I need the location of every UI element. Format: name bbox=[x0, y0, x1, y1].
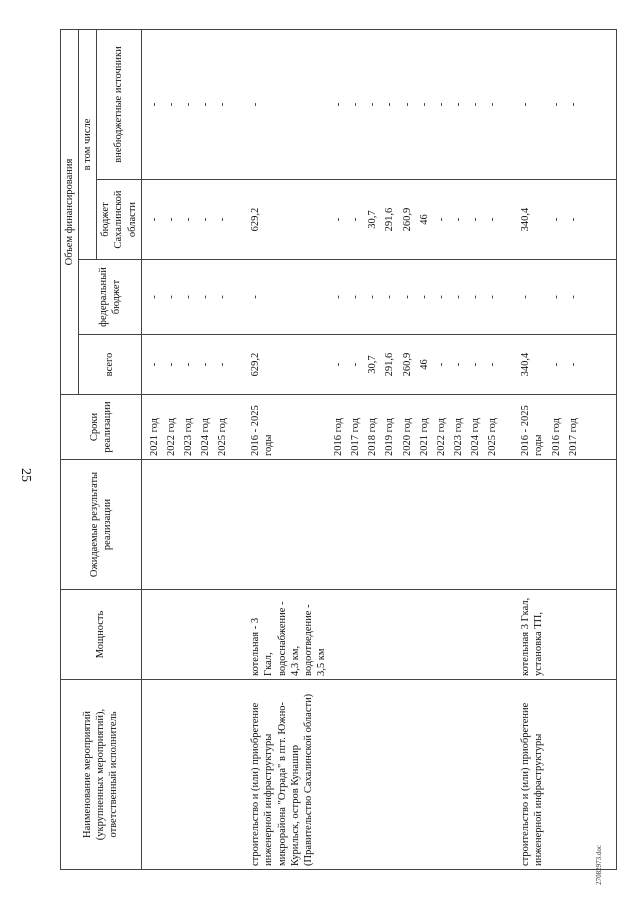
cell-term: 2016 - 2025 годы bbox=[247, 395, 330, 460]
header-including: в том числе bbox=[79, 29, 97, 259]
cell-total: 340,4 bbox=[517, 335, 547, 395]
cell-total: - bbox=[450, 335, 467, 395]
cell-extra bbox=[501, 29, 517, 179]
table-row bbox=[517, 29, 547, 869]
cell-name bbox=[214, 680, 231, 870]
cell-regional: 30,7 bbox=[364, 180, 381, 260]
cell-name bbox=[548, 680, 565, 870]
cell-extra: - bbox=[433, 29, 450, 179]
header-extra: внебюджетные источники bbox=[97, 29, 141, 179]
table-row bbox=[565, 29, 582, 869]
cell-extra: - bbox=[197, 29, 214, 179]
cell-regional bbox=[231, 180, 247, 260]
cell-extra: - bbox=[163, 29, 180, 179]
cell-federal: - bbox=[484, 260, 501, 335]
cell-term: 2021 год bbox=[141, 395, 163, 460]
cell-term bbox=[231, 395, 247, 460]
cell-extra: - bbox=[381, 29, 398, 179]
cell-total: - bbox=[484, 335, 501, 395]
cell-regional: - bbox=[330, 180, 347, 260]
cell-power bbox=[548, 590, 565, 680]
table-row bbox=[330, 29, 347, 869]
table-row bbox=[548, 29, 565, 869]
cell-results bbox=[163, 460, 180, 590]
table-row bbox=[247, 29, 330, 869]
cell-term: 2022 год bbox=[433, 395, 450, 460]
cell-extra: - bbox=[247, 29, 330, 179]
cell-federal bbox=[231, 260, 247, 335]
header-regional: бюджет Сахалинской области bbox=[97, 180, 141, 260]
table-row bbox=[180, 29, 197, 869]
table-row bbox=[484, 29, 501, 869]
cell-federal bbox=[582, 260, 617, 335]
cell-results bbox=[180, 460, 197, 590]
cell-power bbox=[364, 590, 381, 680]
table-row bbox=[582, 29, 617, 869]
cell-extra: - bbox=[416, 29, 433, 179]
cell-name bbox=[484, 680, 501, 870]
cell-power: котельная - 3 Гкал, водоснабжение - 4,3 км, водоотведение - 3,5 км bbox=[247, 590, 330, 680]
table-row bbox=[381, 29, 398, 869]
cell-federal: - bbox=[548, 260, 565, 335]
table-row bbox=[501, 29, 517, 869]
cell-total: - bbox=[197, 335, 214, 395]
cell-power bbox=[197, 590, 214, 680]
cell-power: котельная 3 Гкал, установка ТП, bbox=[517, 590, 547, 680]
cell-name bbox=[433, 680, 450, 870]
table-row bbox=[141, 29, 163, 869]
cell-extra: - bbox=[330, 29, 347, 179]
table-row bbox=[231, 29, 247, 869]
cell-federal: - bbox=[180, 260, 197, 335]
cell-regional: - bbox=[197, 180, 214, 260]
table-row bbox=[163, 29, 180, 869]
cell-name bbox=[231, 680, 247, 870]
cell-name bbox=[364, 680, 381, 870]
cell-results bbox=[548, 460, 565, 590]
cell-results bbox=[330, 460, 347, 590]
cell-results bbox=[582, 460, 617, 590]
cell-federal: - bbox=[416, 260, 433, 335]
financing-table bbox=[60, 29, 617, 870]
table-body bbox=[141, 29, 616, 869]
cell-regional: - bbox=[180, 180, 197, 260]
cell-total: - bbox=[467, 335, 484, 395]
table-row bbox=[467, 29, 484, 869]
cell-federal: - bbox=[347, 260, 364, 335]
cell-federal: - bbox=[163, 260, 180, 335]
cell-regional: - bbox=[450, 180, 467, 260]
cell-power bbox=[163, 590, 180, 680]
cell-total bbox=[231, 335, 247, 395]
cell-term: 2025 год bbox=[214, 395, 231, 460]
cell-total: - bbox=[347, 335, 364, 395]
cell-term: 2017 год bbox=[347, 395, 364, 460]
cell-regional: - bbox=[484, 180, 501, 260]
cell-name bbox=[197, 680, 214, 870]
cell-federal: - bbox=[197, 260, 214, 335]
header-results: Ожидаемые результаты реализации bbox=[61, 460, 142, 590]
cell-regional: 260,9 bbox=[399, 180, 416, 260]
cell-regional: - bbox=[214, 180, 231, 260]
cell-total: - bbox=[433, 335, 450, 395]
cell-name bbox=[399, 680, 416, 870]
cell-term: 2019 год bbox=[381, 395, 398, 460]
cell-power bbox=[416, 590, 433, 680]
cell-term: 2024 год bbox=[467, 395, 484, 460]
cell-federal: - bbox=[450, 260, 467, 335]
table-row bbox=[399, 29, 416, 869]
cell-term: 2022 год bbox=[163, 395, 180, 460]
table-row bbox=[214, 29, 231, 869]
cell-federal: - bbox=[517, 260, 547, 335]
cell-results bbox=[565, 460, 582, 590]
cell-results bbox=[467, 460, 484, 590]
cell-power bbox=[180, 590, 197, 680]
cell-extra: - bbox=[517, 29, 547, 179]
cell-total: - bbox=[330, 335, 347, 395]
rotated-table-container bbox=[60, 30, 579, 870]
cell-name bbox=[565, 680, 582, 870]
cell-federal bbox=[501, 260, 517, 335]
cell-extra bbox=[231, 29, 247, 179]
cell-regional: 291,6 bbox=[381, 180, 398, 260]
cell-federal: - bbox=[467, 260, 484, 335]
cell-extra: - bbox=[180, 29, 197, 179]
cell-extra: - bbox=[214, 29, 231, 179]
file-identifier: 27082973.doc bbox=[595, 845, 604, 885]
cell-federal: - bbox=[330, 260, 347, 335]
cell-federal: - bbox=[364, 260, 381, 335]
cell-extra: - bbox=[548, 29, 565, 179]
cell-extra: - bbox=[141, 29, 163, 179]
cell-federal: - bbox=[565, 260, 582, 335]
header-name: Наименование мероприятий (укрупненных мероприятий), ответственный исполнитель bbox=[61, 680, 142, 870]
cell-power bbox=[501, 590, 517, 680]
cell-term: 2025 год bbox=[484, 395, 501, 460]
cell-name bbox=[347, 680, 364, 870]
cell-power bbox=[565, 590, 582, 680]
header-federal: федеральный бюджет bbox=[79, 260, 142, 335]
cell-power bbox=[467, 590, 484, 680]
table-row bbox=[416, 29, 433, 869]
header-total: всего bbox=[79, 335, 142, 395]
cell-term: 2017 год bbox=[565, 395, 582, 460]
cell-term: 2023 год bbox=[450, 395, 467, 460]
cell-power bbox=[582, 590, 617, 680]
cell-term: 2020 год bbox=[399, 395, 416, 460]
cell-term: 2023 год bbox=[180, 395, 197, 460]
cell-total: - bbox=[163, 335, 180, 395]
table-row bbox=[433, 29, 450, 869]
cell-total bbox=[501, 335, 517, 395]
cell-term: 2016 год bbox=[330, 395, 347, 460]
cell-regional: - bbox=[141, 180, 163, 260]
cell-extra: - bbox=[450, 29, 467, 179]
cell-regional: 340,4 bbox=[517, 180, 547, 260]
cell-regional: - bbox=[467, 180, 484, 260]
cell-power bbox=[214, 590, 231, 680]
cell-name bbox=[450, 680, 467, 870]
cell-regional bbox=[582, 180, 617, 260]
cell-extra: - bbox=[484, 29, 501, 179]
cell-results bbox=[381, 460, 398, 590]
cell-term: 2024 год bbox=[197, 395, 214, 460]
cell-results bbox=[197, 460, 214, 590]
cell-federal: - bbox=[247, 260, 330, 335]
cell-extra: - bbox=[467, 29, 484, 179]
cell-total: 30,7 bbox=[364, 335, 381, 395]
cell-federal: - bbox=[381, 260, 398, 335]
table-row bbox=[364, 29, 381, 869]
cell-power bbox=[141, 590, 163, 680]
cell-regional: - bbox=[565, 180, 582, 260]
cell-total: 260,9 bbox=[399, 335, 416, 395]
cell-power bbox=[381, 590, 398, 680]
cell-power bbox=[450, 590, 467, 680]
table-row bbox=[450, 29, 467, 869]
cell-results bbox=[214, 460, 231, 590]
cell-power bbox=[330, 590, 347, 680]
cell-name bbox=[141, 680, 163, 870]
cell-results bbox=[450, 460, 467, 590]
cell-total bbox=[582, 335, 617, 395]
cell-regional: - bbox=[548, 180, 565, 260]
cell-regional: - bbox=[433, 180, 450, 260]
cell-extra: - bbox=[347, 29, 364, 179]
cell-term bbox=[582, 395, 617, 460]
cell-extra: - bbox=[399, 29, 416, 179]
cell-name: строительство и (или) приобретение инженерной инфраструктуры микрорайона "Отрада" в пгт. Южно-Курильск, остров Кунашир (Правительство Сахалинской области) bbox=[247, 680, 330, 870]
cell-name bbox=[582, 680, 617, 870]
cell-results bbox=[517, 460, 547, 590]
cell-federal: - bbox=[399, 260, 416, 335]
cell-regional bbox=[501, 180, 517, 260]
cell-federal: - bbox=[141, 260, 163, 335]
cell-results bbox=[501, 460, 517, 590]
cell-power bbox=[231, 590, 247, 680]
cell-name: строительство и (или) приобретение инженерной инфраструктуры bbox=[517, 680, 547, 870]
cell-total: - bbox=[565, 335, 582, 395]
cell-name bbox=[381, 680, 398, 870]
cell-regional: - bbox=[163, 180, 180, 260]
cell-results bbox=[433, 460, 450, 590]
header-terms: Сроки реализации bbox=[61, 395, 142, 460]
cell-federal: - bbox=[433, 260, 450, 335]
cell-regional: 46 bbox=[416, 180, 433, 260]
cell-results bbox=[247, 460, 330, 590]
cell-results bbox=[347, 460, 364, 590]
cell-total: - bbox=[141, 335, 163, 395]
cell-name bbox=[330, 680, 347, 870]
cell-term: 2016 год bbox=[548, 395, 565, 460]
cell-extra bbox=[582, 29, 617, 179]
page-number: 25 bbox=[18, 468, 33, 482]
cell-total: 629,2 bbox=[247, 335, 330, 395]
cell-results bbox=[231, 460, 247, 590]
cell-term: 2016 - 2025 годы bbox=[517, 395, 547, 460]
cell-total: 46 bbox=[416, 335, 433, 395]
header-power: Мощность bbox=[61, 590, 142, 680]
cell-results bbox=[399, 460, 416, 590]
cell-total: - bbox=[214, 335, 231, 395]
header-funding: Объем финансирования bbox=[61, 29, 79, 394]
cell-name bbox=[180, 680, 197, 870]
cell-total: - bbox=[548, 335, 565, 395]
cell-total: 291,6 bbox=[381, 335, 398, 395]
cell-power bbox=[433, 590, 450, 680]
cell-extra: - bbox=[364, 29, 381, 179]
cell-power bbox=[347, 590, 364, 680]
table-row bbox=[347, 29, 364, 869]
cell-results bbox=[364, 460, 381, 590]
cell-name bbox=[416, 680, 433, 870]
cell-results bbox=[141, 460, 163, 590]
cell-term bbox=[501, 395, 517, 460]
cell-name bbox=[501, 680, 517, 870]
cell-power bbox=[399, 590, 416, 680]
cell-name bbox=[163, 680, 180, 870]
cell-total: - bbox=[180, 335, 197, 395]
cell-regional: 629,2 bbox=[247, 180, 330, 260]
cell-term: 2018 год bbox=[364, 395, 381, 460]
cell-name bbox=[467, 680, 484, 870]
cell-federal: - bbox=[214, 260, 231, 335]
cell-extra: - bbox=[565, 29, 582, 179]
table-row bbox=[197, 29, 214, 869]
cell-term: 2021 год bbox=[416, 395, 433, 460]
cell-results bbox=[416, 460, 433, 590]
cell-regional: - bbox=[347, 180, 364, 260]
cell-power bbox=[484, 590, 501, 680]
cell-results bbox=[484, 460, 501, 590]
